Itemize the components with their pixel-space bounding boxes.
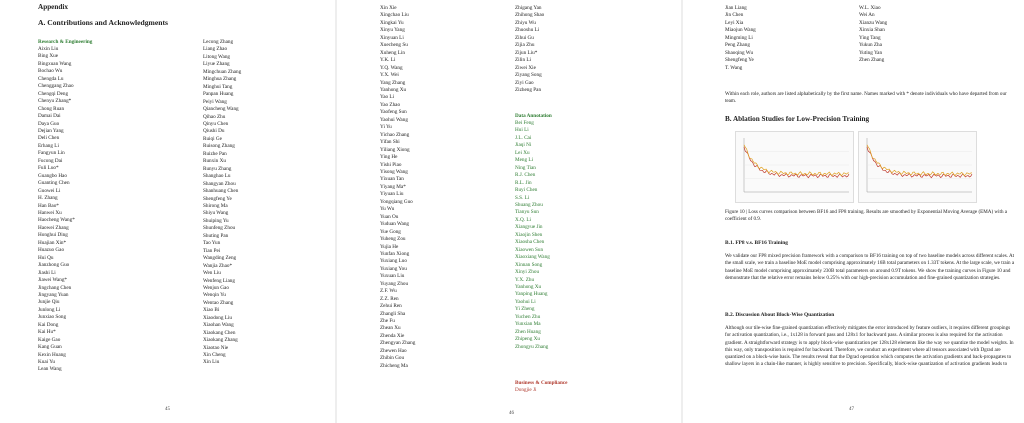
- page-46: [337, 0, 681, 423]
- author-name: Runyu Zhang: [203, 165, 232, 172]
- author-name: Shuang Zhou: [515, 201, 543, 208]
- author-name: Shengfeng Ye: [203, 195, 232, 202]
- author-name: Xiaodong Liu: [203, 314, 232, 321]
- author-name: Haowei Zhang: [38, 224, 69, 231]
- author-name: Wentao Zhang: [203, 299, 234, 306]
- author-name: J.L. Cai: [515, 134, 532, 141]
- author-name: Huazuo Gao: [38, 247, 65, 254]
- author-name: Yunfan Xiong: [380, 250, 410, 257]
- author-name: Zhipeng Xu: [515, 336, 540, 343]
- author-name: Yunxian Ma: [515, 321, 541, 328]
- author-name: Xingchao Liu: [380, 12, 409, 19]
- b1-paragraph: We validate our FP8 mixed precision framework with a comparison to BF16 training on top of two baseline models across different scales. At the small scale, we train a baseline MoE model comprising approximately 16B total parameters on 1.33T tokens. At the large scale, we train a baseline MoE model comprising approximately 230B total parameters on around 0.9T tokens. We show the training curves in Figure 10 and demonstrate that the relative error remains below 0.25% with our high-precision accumulation and fine-grained quantization strategies.: [725, 253, 1015, 281]
- author-name: Hanwei Xu: [38, 209, 62, 216]
- page-45: [0, 0, 335, 423]
- author-name: Shangyan Zhou: [203, 180, 236, 187]
- author-name: Han Bao*: [38, 202, 59, 209]
- author-name: Yanhong Xu: [515, 283, 542, 290]
- author-name: Fucong Dai: [38, 157, 63, 164]
- author-name: Shengfeng Ye: [725, 57, 754, 64]
- author-name: Ruiqi Ge: [203, 135, 222, 142]
- author-name: Xiangyue Jin: [515, 224, 543, 231]
- author-name: Yuduan Wang: [380, 221, 410, 228]
- author-name: Wei An: [859, 12, 875, 19]
- chart-bf16-fp8-small: [735, 131, 854, 203]
- author-name: Hui Qu: [38, 254, 54, 261]
- author-name: Yanping Huang: [515, 291, 548, 298]
- author-name: Yongqiang Guo: [380, 198, 413, 205]
- author-name: Zhongyu Zhang: [515, 343, 549, 350]
- author-name: Y.X. Zhu: [515, 276, 535, 283]
- author-name: Yao Li: [380, 94, 395, 101]
- author-name: Zhen Huang: [515, 328, 541, 335]
- author-name: Leyi Xia: [725, 19, 744, 26]
- author-name: Zhengyan Zhang: [380, 340, 416, 347]
- author-name: Junlong Li: [38, 306, 61, 313]
- author-name: Zhibin Gou: [380, 355, 405, 362]
- author-name: Ruisong Zhang: [203, 143, 235, 150]
- b2-paragraph: Although our tile-wise fine-grained quantization effectively mitigates the error introduced by feature outliers, it requires different groupings for activation quantization, i.e., 1x128 in forward pass and 128x1 for backward pass. A similar process is also required for the activation gradient. A straightforward strategy is to apply block-wise quantization per 128x128 elements like the way we quantize the model weights. In this way, only transposition is required for backward. Therefore, we conduct an experiment where all tensors associated with Dgrad are quantized on a block-wise basis. The results reveal that the Dgrad operation which computes the activation gradients and back-propagates to shallow layers in a chain-like manner, is highly sensitive to precision. Specifically, block-wise quantization of activation gradients leads to: [725, 325, 1014, 368]
- author-name: Hui Li: [515, 127, 529, 134]
- author-name: Ruyi Chen: [515, 187, 538, 194]
- author-name: Zizheng Pan: [515, 86, 542, 93]
- author-name: Zhicheng Ma: [380, 362, 408, 369]
- author-name: Miaojun Wang: [725, 27, 756, 34]
- author-name: Zhigang Yan: [515, 5, 542, 11]
- author-name: Bing Xue: [38, 53, 59, 60]
- author-name: Fangyun Lin: [38, 150, 65, 157]
- loss-curve-chart-large: [859, 132, 976, 202]
- figure-caption: Figure 10 | Loss curves comparison between BF16 and FP8 training. Results are smoothed by Exponential Moving Average (EMA) with a coefficient of 0.9.: [725, 209, 1008, 223]
- author-name: Xinyu Yang: [380, 27, 405, 34]
- author-name: Xiao Bi: [203, 307, 220, 314]
- author-name: Shirong Ma: [203, 202, 228, 209]
- author-name: Yichao Zhang: [380, 131, 410, 138]
- page-number: 47: [849, 407, 854, 412]
- author-name: Yaohui Wang: [380, 116, 408, 123]
- author-name: Xuheng Lin: [380, 49, 405, 56]
- author-name: Y.K. Li: [380, 57, 396, 64]
- business-column: [515, 387, 536, 394]
- author-name: Huajian Xin*: [38, 239, 67, 246]
- author-name: Liang Zhao: [203, 46, 228, 53]
- author-name: Bei Feng: [515, 120, 534, 126]
- author-name: Shanghao Lu: [203, 173, 231, 180]
- author-name: Zijun Liu*: [515, 49, 538, 56]
- author-name: Peiyi Wang: [203, 98, 227, 105]
- author-name: Dongjie Ji: [515, 387, 537, 393]
- author-column-2: [515, 5, 544, 94]
- author-name: Zhean Xu: [380, 325, 401, 332]
- author-name: Jiawei Wang*: [38, 277, 68, 284]
- author-name: Guanting Chen: [38, 180, 70, 187]
- author-name: Tian Pei: [203, 247, 221, 254]
- author-column-2: [203, 39, 241, 367]
- author-name: Ruizhe Pan: [203, 150, 227, 157]
- author-name: Yue Gong: [380, 228, 401, 235]
- author-name: Shunfeng Zhou: [203, 225, 236, 232]
- author-name: Xiaosha Chen: [515, 239, 545, 246]
- author-name: Wenfeng Liang: [203, 277, 235, 284]
- author-name: Chengda Lu: [38, 75, 64, 82]
- author-name: Jian Liang: [725, 5, 747, 11]
- author-name: Fuli Luo*: [38, 165, 59, 172]
- author-name: Haocheng Wang*: [38, 217, 75, 224]
- loss-curve-chart-small: [736, 132, 853, 202]
- author-name: Yujia He: [380, 243, 399, 250]
- author-name: Z.F. Wu: [380, 288, 397, 295]
- author-name: Panpan Huang: [203, 91, 234, 98]
- author-name: Chenyu Zhang*: [38, 98, 72, 105]
- business-heading: Business & Compliance: [515, 380, 568, 386]
- author-name: Zehui Ren: [380, 303, 402, 310]
- author-name: Yuxiang Luo: [380, 258, 407, 265]
- author-name: Runxin Xu: [203, 158, 226, 165]
- author-name: Tianyu Sun: [515, 209, 539, 216]
- author-name: Honghui Ding: [38, 232, 68, 239]
- author-name: Xiaoxiang Wang: [515, 254, 550, 261]
- b1-heading: B.1. FP8 v.s. BF16 Training: [725, 240, 788, 246]
- author-name: Jiaqi Ni: [515, 142, 532, 149]
- author-name: Xuecheng Su: [380, 42, 408, 49]
- author-name: Junxiao Song: [38, 314, 67, 321]
- author-name: W.L. Xiao: [859, 5, 881, 11]
- author-name: Zhangli Sha: [380, 310, 406, 317]
- loss-curve: [744, 145, 849, 176]
- author-name: Yuxiang You: [380, 265, 407, 272]
- author-name: Ying Tang: [859, 34, 881, 41]
- author-name: Peng Zhang: [725, 42, 750, 49]
- author-name: Yisong Wang: [380, 168, 408, 175]
- appendix-title: Appendix: [38, 3, 68, 11]
- author-name: Zhuoshu Li: [515, 27, 540, 34]
- author-name: Yi Yu: [380, 124, 392, 131]
- author-name: Yuchen Zhu: [515, 313, 541, 320]
- author-name: Y.Q. Wang: [380, 64, 403, 71]
- author-name: Qiancheng Wang: [203, 106, 239, 113]
- page-47: [683, 0, 1024, 423]
- author-name: Wenqin Yu: [203, 292, 226, 299]
- author-name: Qihao Zhu: [203, 113, 226, 120]
- author-name: Lean Wang: [38, 366, 62, 373]
- author-name: Litong Wang: [203, 53, 231, 60]
- author-name: Shuting Pan: [203, 232, 229, 239]
- author-name: Junjie Qiu: [38, 299, 60, 306]
- author-name: Xin Liu: [203, 359, 220, 366]
- author-name: Qinyu Chen: [203, 120, 229, 127]
- author-name: R.J. Chen: [515, 172, 536, 179]
- author-note: Within each role, authors are listed alphabetically by the first name. Names marked with * denote individuals who have departed from our team.: [725, 91, 1007, 105]
- section-b-heading: B. Ablation Studies for Low-Precision Training: [725, 115, 870, 123]
- annotation-column: [515, 120, 550, 351]
- author-column-1: [380, 5, 415, 370]
- author-name: Meng Li: [515, 157, 534, 164]
- author-name: Xianzu Wang: [859, 19, 888, 26]
- author-name: Bingxuan Wang: [38, 60, 72, 67]
- author-name: R.L. Jin: [515, 179, 532, 186]
- author-name: Kang Guan: [38, 344, 62, 351]
- author-name: Guangbo Hao: [38, 172, 67, 179]
- author-name: Tao Yun: [203, 240, 221, 247]
- author-name: Yiyuan Liu: [380, 191, 404, 198]
- author-name: Yang Zhang: [380, 79, 406, 86]
- author-name: Shanhuang Chen: [203, 188, 239, 195]
- chart-bf16-fp8-large: [858, 131, 977, 203]
- author-name: Xiaokang Zhang: [203, 337, 238, 344]
- author-name: Minghua Zhang: [203, 76, 237, 83]
- author-name: Xiaohan Wang: [203, 322, 234, 329]
- author-name: Zhe Fu: [380, 318, 395, 325]
- author-name: Wen Liu: [203, 270, 221, 277]
- author-name: Zhihong Shao: [515, 12, 545, 19]
- author-name: Xin Cheng: [203, 352, 226, 359]
- author-name: Zhen Zhang: [859, 57, 885, 64]
- author-name: Yuheng Zou: [380, 236, 406, 243]
- author-name: Minghui Tang: [203, 83, 233, 90]
- author-column-2: [859, 5, 887, 65]
- author-name: Kexin Huang: [38, 351, 66, 358]
- author-name: Bochao Wu: [38, 68, 63, 75]
- author-name: Deli Chen: [38, 135, 60, 142]
- author-name: Xinyi Zhou: [515, 269, 540, 276]
- author-name: Liyue Zhang: [203, 61, 230, 68]
- author-name: Zhiyu Wu: [515, 19, 536, 26]
- author-name: Mingming Li: [725, 34, 753, 41]
- author-name: Jingchang Chen: [38, 284, 72, 291]
- author-name: Qiushi Du: [203, 128, 225, 135]
- author-name: Zhewen Hao: [380, 347, 407, 354]
- author-name: Kai Dong: [38, 321, 59, 328]
- author-name: Kaige Gao: [38, 336, 61, 343]
- author-name: Yuyang Zhou: [380, 280, 409, 287]
- author-name: Jin Chen: [725, 12, 744, 19]
- author-name: Xinnan Song: [515, 261, 543, 268]
- author-name: Ning Tian: [515, 164, 536, 171]
- author-name: Ziyi Gao: [515, 79, 534, 86]
- author-name: Yiyang Ma*: [380, 183, 406, 190]
- research-heading: Research & Engineering: [38, 39, 93, 45]
- author-name: Zilin Li: [515, 57, 531, 64]
- author-column-1: [38, 46, 75, 374]
- author-name: Yi Zheng: [515, 306, 535, 313]
- author-name: Erhang Li: [38, 142, 59, 149]
- author-name: Yifan Shi: [380, 139, 400, 146]
- author-name: S.S. Li: [515, 194, 530, 201]
- b2-heading: B.2. Discussion About Block-Wise Quantization: [725, 312, 835, 318]
- author-name: Jiashi Li: [38, 269, 56, 276]
- author-name: Jingyang Yuan: [38, 291, 69, 298]
- section-a-heading: A. Contributions and Acknowledgments: [38, 18, 168, 27]
- author-name: Ziwei Xie: [515, 64, 536, 71]
- author-name: Ziyang Song: [515, 72, 542, 79]
- author-name: Zhenda Xie: [380, 332, 405, 339]
- author-name: Xiaojin Shen: [515, 231, 543, 238]
- author-name: Wanjia Zhao*: [203, 262, 233, 269]
- data-annotation-heading: Data Annotation: [515, 113, 552, 119]
- author-name: Yuting Yan: [859, 49, 883, 56]
- author-name: Daya Guo: [38, 120, 60, 127]
- author-name: Kai Hu*: [38, 329, 56, 336]
- loss-curve: [867, 145, 972, 176]
- author-name: Shaoqing Wu: [725, 49, 754, 56]
- author-name: Guowei Li: [38, 187, 61, 194]
- author-name: Mingchuan Zhang: [203, 68, 242, 75]
- author-name: Damai Dai: [38, 113, 61, 120]
- author-name: Xinxia Shan: [859, 27, 885, 34]
- author-name: Xiaokang Chen: [203, 329, 236, 336]
- author-name: Xingkai Yu: [380, 19, 404, 26]
- author-name: X.Q. Li: [515, 216, 531, 223]
- author-name: Chengqi Deng: [38, 90, 69, 97]
- author-name: Yiliang Xiong: [380, 146, 410, 153]
- author-name: Wangding Zeng: [203, 255, 237, 262]
- author-name: Yanhong Xu: [380, 86, 407, 93]
- author-name: Ying He: [380, 154, 398, 161]
- author-name: Zijia Zhu: [515, 42, 535, 49]
- author-name: Xiaowen Sun: [515, 246, 544, 253]
- author-name: Chenggang Zhao: [38, 83, 74, 90]
- author-name: Xinyuan Li: [380, 34, 404, 41]
- author-name: Kuai Yu: [38, 359, 55, 366]
- author-name: T. Wang: [725, 64, 743, 71]
- author-name: Y.X. Wei: [380, 72, 399, 79]
- author-name: Chong Ruan: [38, 105, 65, 112]
- author-name: Yixuan Tan: [380, 176, 404, 183]
- author-name: Shuiping Yu: [203, 217, 229, 224]
- author-name: Jianzhong Guo: [38, 262, 70, 269]
- author-name: Yaohui Li: [515, 298, 536, 305]
- author-name: Wenjun Gao: [203, 284, 229, 291]
- author-name: Yao Zhao: [380, 101, 401, 108]
- author-name: Lei Xu: [515, 149, 530, 156]
- author-name: H. Zhang: [38, 195, 58, 202]
- author-name: Xiaotao Nie: [203, 344, 229, 351]
- author-name: Shiyu Wang: [203, 210, 229, 217]
- author-name: Yuan Ou: [380, 213, 399, 220]
- page-number: 45: [165, 407, 170, 412]
- author-name: Yaofeng Sun: [380, 109, 407, 116]
- author-name: Yuxuan Liu: [380, 273, 405, 280]
- author-name: Aixin Liu: [38, 46, 59, 52]
- author-name: Z.Z. Ren: [380, 295, 399, 302]
- author-name: Yukun Zha: [859, 42, 882, 49]
- author-name: Yu Wu: [380, 206, 395, 213]
- author-name: Dejian Yang: [38, 127, 64, 134]
- author-name: Xin Xie: [380, 5, 397, 11]
- author-name: Zihui Gu: [515, 34, 534, 41]
- page-number: 46: [509, 411, 514, 416]
- author-name: Yishi Piao: [380, 161, 402, 168]
- author-name: Lecong Zhang: [203, 39, 234, 45]
- author-column-1: [725, 5, 756, 72]
